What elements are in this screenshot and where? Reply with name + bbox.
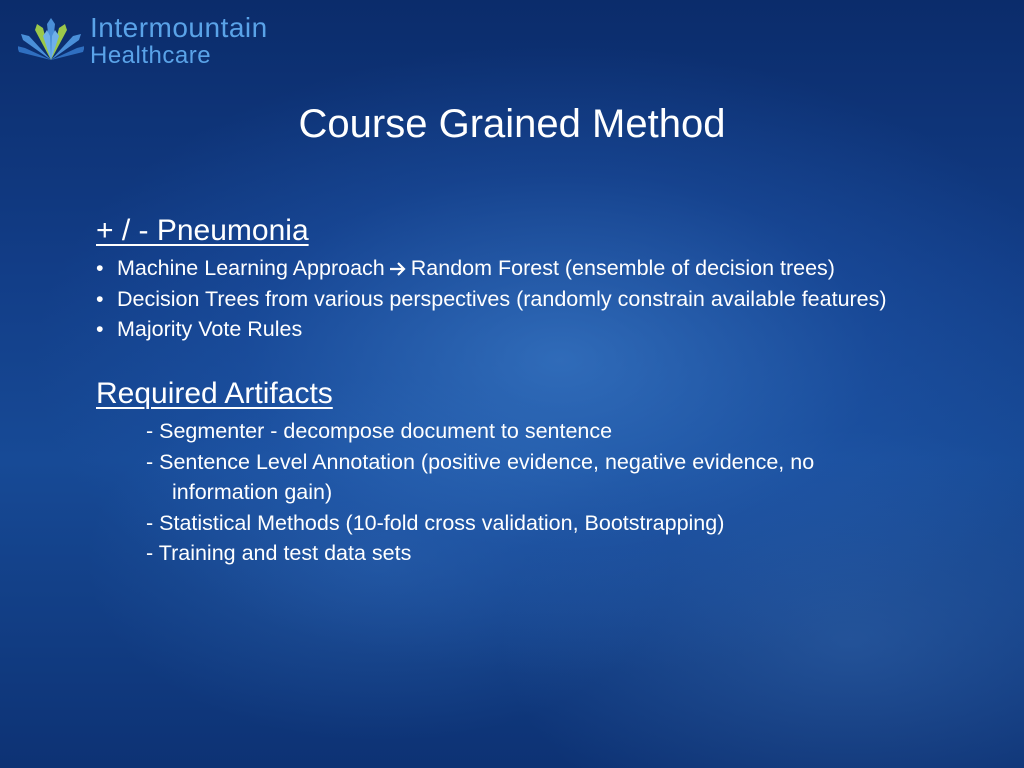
starburst-logo-icon	[18, 16, 84, 66]
arrow-right-icon	[389, 253, 407, 284]
bullet-dot-icon: •	[96, 286, 104, 311]
artifact-item	[146, 538, 814, 569]
bullet-item	[96, 314, 887, 345]
artifact-text: - Statistical Methods (10-fold cross validation, Bootstrapping)	[146, 510, 725, 535]
bullet-dot-icon: •	[96, 256, 104, 280]
bullet-item	[96, 284, 887, 315]
bullet-item	[96, 253, 887, 284]
bullet-text: Majority Vote Rules	[117, 317, 303, 341]
artifact-list	[146, 416, 814, 569]
slide-title: Course Grained Method	[298, 102, 726, 146]
logo-text-line1: Intermountain	[90, 12, 268, 43]
artifact-text-continued: information gain)	[172, 480, 333, 504]
artifact-item	[146, 447, 814, 508]
bullet-dot-icon: •	[96, 317, 104, 341]
bullet-text-pre: Machine Learning Approach	[117, 256, 385, 280]
section-heading-required-artifacts: Required Artifacts	[96, 377, 333, 410]
artifact-text: - Segmenter - decompose document to sentence	[146, 419, 613, 443]
artifact-item	[146, 508, 814, 539]
logo-text-line2: Healthcare	[90, 42, 212, 69]
section-heading-pneumonia: + / - Pneumonia	[96, 214, 309, 247]
artifact-text: - Sentence Level Annotation (positive evidence, negative evidence, no	[146, 449, 815, 474]
artifact-text: - Training and test data sets	[146, 541, 412, 565]
intermountain-logo	[18, 14, 298, 70]
bullet-list	[96, 253, 887, 345]
bullet-text-post: Random Forest (ensemble of decision trees)	[410, 256, 835, 280]
bullet-text: Decision Trees from various perspectives (randomly constrain available features)	[117, 286, 887, 311]
artifact-item	[146, 416, 814, 447]
